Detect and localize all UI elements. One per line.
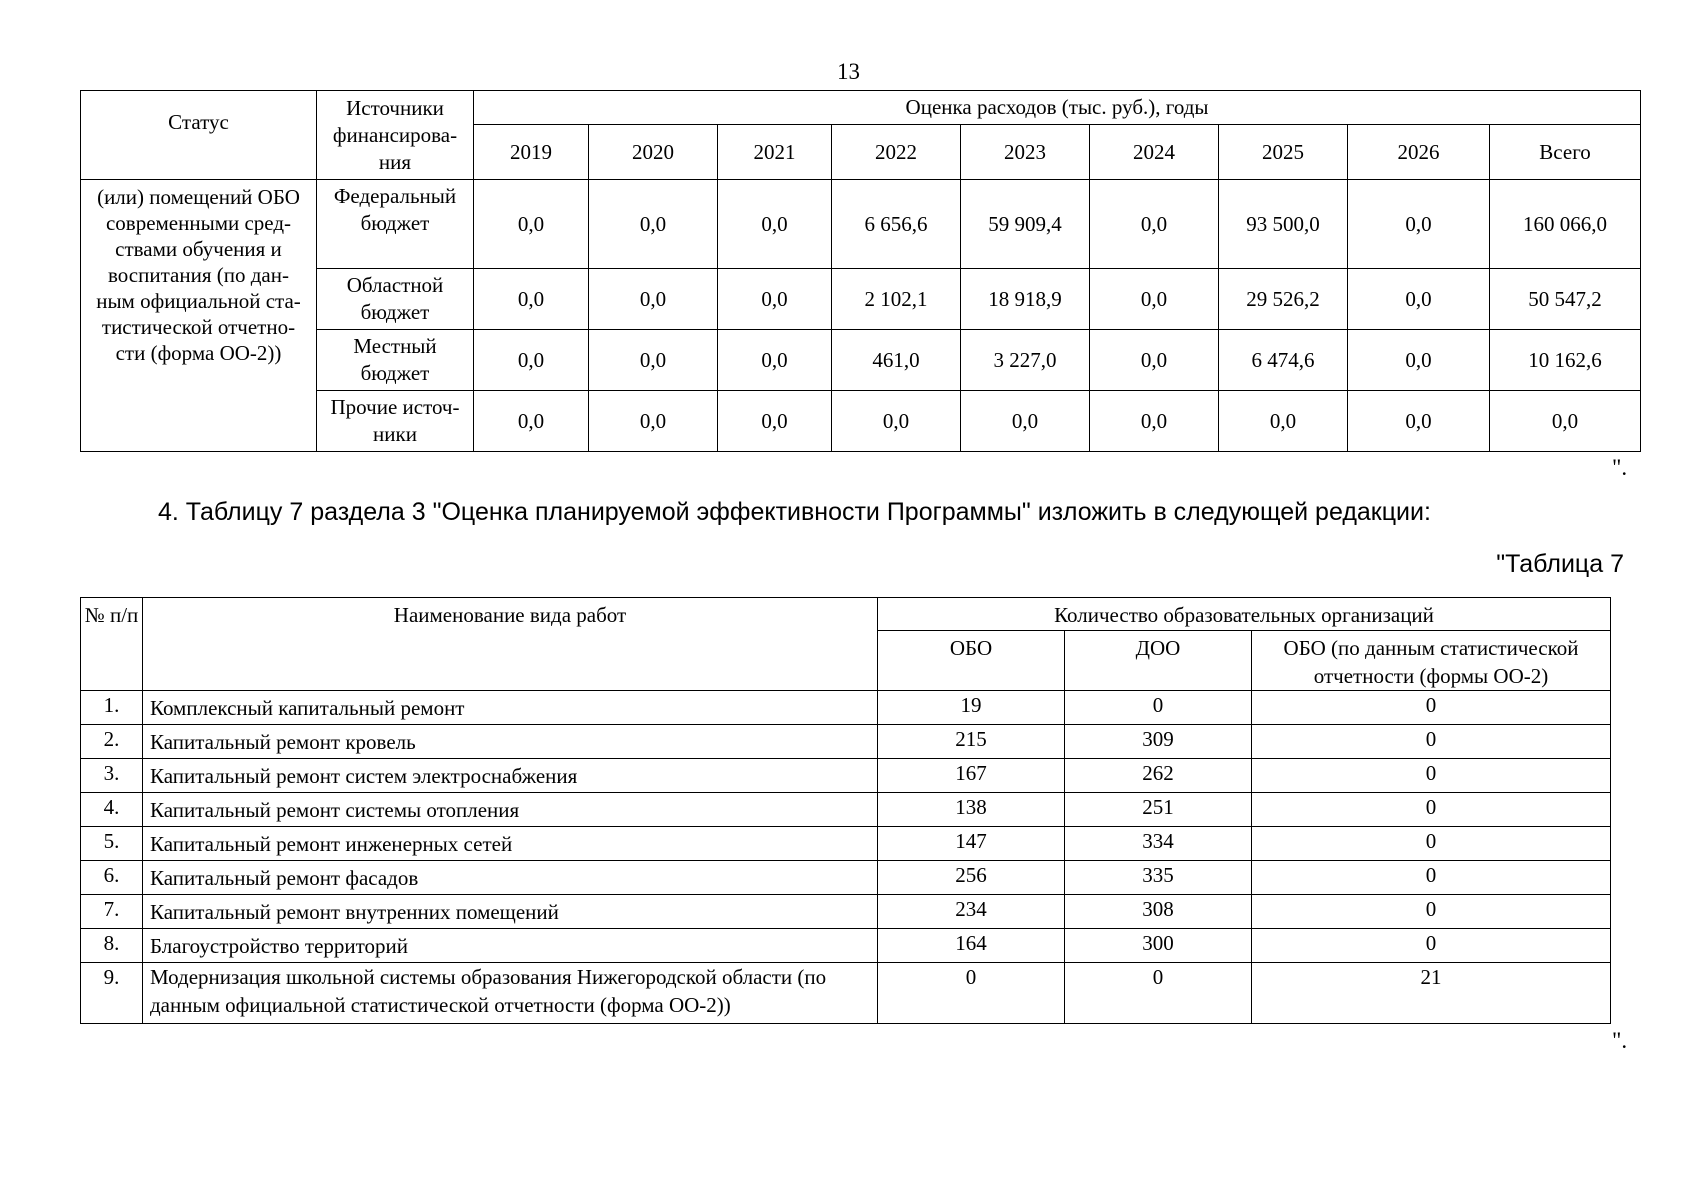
year-header: 2023 bbox=[961, 125, 1090, 180]
obo-stat-count: 21 bbox=[1252, 963, 1611, 1024]
doo-count: 0 bbox=[1065, 963, 1252, 1024]
obo-count: 256 bbox=[878, 861, 1065, 895]
value-cell: 0,0 bbox=[474, 330, 589, 391]
doo-count: 262 bbox=[1065, 759, 1252, 793]
row-number: 9. bbox=[81, 963, 143, 1024]
obo-stat-count: 0 bbox=[1252, 759, 1611, 793]
number-header: № п/п bbox=[81, 598, 143, 691]
table-row bbox=[81, 691, 1611, 725]
obo-count: 19 bbox=[878, 691, 1065, 725]
count-header: Количество образовательных организаций bbox=[878, 598, 1611, 631]
table-row bbox=[81, 929, 1611, 963]
obo-stat-count: 0 bbox=[1252, 895, 1611, 929]
value-cell: 0,0 bbox=[474, 180, 589, 269]
row-number: 8. bbox=[81, 929, 143, 963]
obo-stat-count: 0 bbox=[1252, 861, 1611, 895]
obo-stat-header: ОБО (по данным статистической отчетности (формы ОО-2) bbox=[1252, 631, 1611, 691]
total-cell: 160 066,0 bbox=[1490, 180, 1641, 269]
work-name: Капитальный ремонт кровель bbox=[143, 725, 878, 759]
doo-count: 0 bbox=[1065, 691, 1252, 725]
work-name: Капитальный ремонт внутренних помещений bbox=[143, 895, 878, 929]
value-cell: 59 909,4 bbox=[961, 180, 1090, 269]
row-number: 7. bbox=[81, 895, 143, 929]
obo-header: ОБО bbox=[878, 631, 1065, 691]
value-cell: 0,0 bbox=[474, 269, 589, 330]
work-name: Капитальный ремонт фасадов bbox=[143, 861, 878, 895]
year-header: 2021 bbox=[718, 125, 832, 180]
source-cell: Федеральный бюджет bbox=[317, 180, 474, 269]
row-number: 2. bbox=[81, 725, 143, 759]
value-cell: 0,0 bbox=[1348, 330, 1490, 391]
total-cell: 0,0 bbox=[1490, 391, 1641, 452]
year-header: 2022 bbox=[832, 125, 961, 180]
source-cell: Местный бюджет bbox=[317, 330, 474, 391]
status-header: Статус bbox=[81, 91, 317, 180]
work-name: Капитальный ремонт системы отопления bbox=[143, 793, 878, 827]
status-cell: (или) помещений ОБО современными сред-ствами обучения и воспитания (по дан-ным официальной ста-тистической отчетно-сти (форма ОО-2)) bbox=[81, 180, 317, 452]
table-row bbox=[81, 725, 1611, 759]
value-cell: 0,0 bbox=[1348, 180, 1490, 269]
work-name: Комплексный капитальный ремонт bbox=[143, 691, 878, 725]
amendment-paragraph: 4. Таблицу 7 раздела 3 "Оценка планируемой эффективности Программы" изложить в следующей редакции: bbox=[158, 498, 1431, 526]
obo-stat-count: 0 bbox=[1252, 793, 1611, 827]
row-number: 5. bbox=[81, 827, 143, 861]
value-cell: 3 227,0 bbox=[961, 330, 1090, 391]
source-cell: Областной бюджет bbox=[317, 269, 474, 330]
year-header: 2026 bbox=[1348, 125, 1490, 180]
doo-count: 251 bbox=[1065, 793, 1252, 827]
doo-header: ДОО bbox=[1065, 631, 1252, 691]
value-cell: 0,0 bbox=[961, 391, 1090, 452]
obo-count: 215 bbox=[878, 725, 1065, 759]
page-number: 13 bbox=[837, 59, 860, 84]
estimate-header: Оценка расходов (тыс. руб.), годы bbox=[474, 91, 1641, 125]
value-cell: 0,0 bbox=[474, 391, 589, 452]
value-cell: 461,0 bbox=[832, 330, 961, 391]
value-cell: 0,0 bbox=[589, 391, 718, 452]
year-header: 2024 bbox=[1090, 125, 1219, 180]
value-cell: 2 102,1 bbox=[832, 269, 961, 330]
doo-count: 335 bbox=[1065, 861, 1252, 895]
value-cell: 0,0 bbox=[589, 330, 718, 391]
table-row bbox=[81, 827, 1611, 861]
obo-count: 0 bbox=[878, 963, 1065, 1024]
work-name: Капитальный ремонт инженерных сетей bbox=[143, 827, 878, 861]
obo-stat-count: 0 bbox=[1252, 725, 1611, 759]
expense-estimate-table bbox=[80, 90, 1641, 452]
work-types-table bbox=[80, 597, 1611, 1024]
obo-stat-count: 0 bbox=[1252, 827, 1611, 861]
value-cell: 0,0 bbox=[1219, 391, 1348, 452]
value-cell: 0,0 bbox=[718, 269, 832, 330]
table2-closing-quote: ". bbox=[1612, 1028, 1628, 1053]
table1-closing-quote: ". bbox=[1612, 455, 1628, 480]
doo-count: 308 bbox=[1065, 895, 1252, 929]
value-cell: 6 474,6 bbox=[1219, 330, 1348, 391]
table-row bbox=[81, 895, 1611, 929]
source-cell: Прочие источ-ники bbox=[317, 391, 474, 452]
work-name: Капитальный ремонт систем электроснабжения bbox=[143, 759, 878, 793]
row-number: 4. bbox=[81, 793, 143, 827]
doo-count: 300 bbox=[1065, 929, 1252, 963]
value-cell: 0,0 bbox=[718, 180, 832, 269]
obo-count: 147 bbox=[878, 827, 1065, 861]
value-cell: 0,0 bbox=[1090, 330, 1219, 391]
total-cell: 50 547,2 bbox=[1490, 269, 1641, 330]
doo-count: 334 bbox=[1065, 827, 1252, 861]
year-header: 2025 bbox=[1219, 125, 1348, 180]
row-number: 3. bbox=[81, 759, 143, 793]
value-cell: 0,0 bbox=[1348, 269, 1490, 330]
value-cell: 0,0 bbox=[718, 391, 832, 452]
value-cell: 0,0 bbox=[1090, 180, 1219, 269]
value-cell: 0,0 bbox=[589, 180, 718, 269]
value-cell: 0,0 bbox=[1348, 391, 1490, 452]
obo-count: 167 bbox=[878, 759, 1065, 793]
value-cell: 93 500,0 bbox=[1219, 180, 1348, 269]
obo-count: 138 bbox=[878, 793, 1065, 827]
obo-count: 234 bbox=[878, 895, 1065, 929]
table-row bbox=[81, 759, 1611, 793]
year-header: 2020 bbox=[589, 125, 718, 180]
table-caption: "Таблица 7 bbox=[1496, 550, 1624, 578]
table-row bbox=[81, 963, 1611, 1024]
value-cell: 0,0 bbox=[718, 330, 832, 391]
obo-stat-count: 0 bbox=[1252, 691, 1611, 725]
total-cell: 10 162,6 bbox=[1490, 330, 1641, 391]
work-name: Благоустройство территорий bbox=[143, 929, 878, 963]
value-cell: 0,0 bbox=[832, 391, 961, 452]
obo-count: 164 bbox=[878, 929, 1065, 963]
total-header: Всего bbox=[1490, 125, 1641, 180]
value-cell: 29 526,2 bbox=[1219, 269, 1348, 330]
work-name-header: Наименование вида работ bbox=[143, 598, 878, 691]
year-header: 2019 bbox=[474, 125, 589, 180]
table-row bbox=[81, 861, 1611, 895]
doo-count: 309 bbox=[1065, 725, 1252, 759]
sources-header: Источники финансирова-ния bbox=[317, 91, 474, 180]
value-cell: 0,0 bbox=[589, 269, 718, 330]
value-cell: 18 918,9 bbox=[961, 269, 1090, 330]
value-cell: 6 656,6 bbox=[832, 180, 961, 269]
value-cell: 0,0 bbox=[1090, 269, 1219, 330]
row-number: 6. bbox=[81, 861, 143, 895]
row-number: 1. bbox=[81, 691, 143, 725]
table-row bbox=[81, 793, 1611, 827]
obo-stat-count: 0 bbox=[1252, 929, 1611, 963]
value-cell: 0,0 bbox=[1090, 391, 1219, 452]
work-name: Модернизация школьной системы образования Нижегородской области (по данным официальной статистической отчетности (форма ОО-2)) bbox=[143, 963, 878, 1024]
